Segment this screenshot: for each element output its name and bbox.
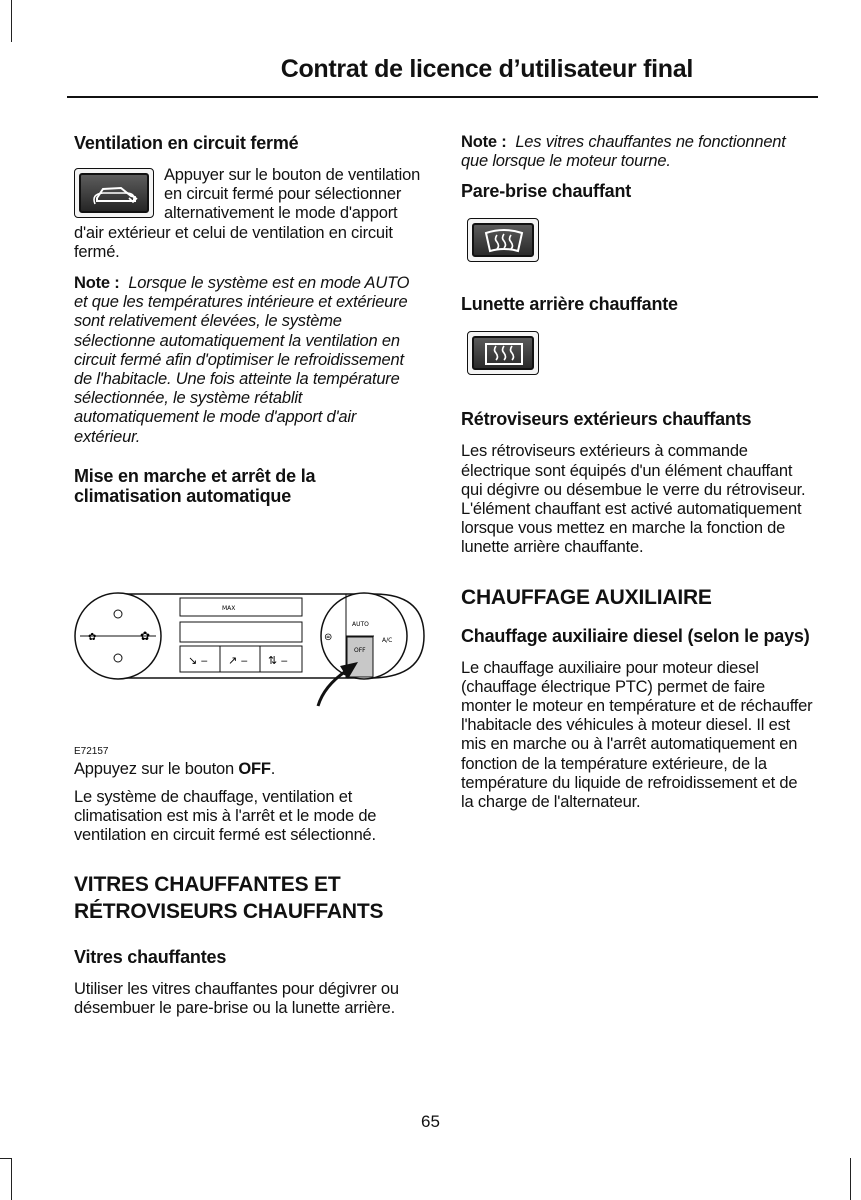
crop-mark-bottom-left — [11, 1158, 12, 1200]
auxiliary-heating-text: Le chauffage auxiliaire pour moteur diesel (chauffage électrique PTC) permet de faire monter le moteur en température et de réchauffer l'habitacle des véhicules à moteur diesel. Il est mis en marche ou à l'arrêt automatiquement en fonction de la température extérieure, de la température du liquide de refroidissement et de la charge de l'alternateur. — [461, 658, 813, 812]
right-column — [461, 130, 813, 812]
off-button-label: OFF — [238, 759, 271, 778]
svg-text:↗ ‒: ↗ ‒ — [228, 653, 248, 667]
auto-label: AUTO — [352, 620, 369, 628]
crop-mark-bottom-left-h — [0, 1158, 12, 1159]
heading-heated-windows: Vitres chauffantes — [74, 946, 227, 967]
page-number: 65 — [421, 1112, 440, 1131]
note-label: Note : — [74, 274, 120, 293]
climate-control-panel-illustration — [74, 576, 426, 746]
svg-text:✿: ✿ — [88, 631, 97, 643]
note-text: Lorsque le système est en mode AUTO et que les températures intérieure et extérieure sont relativement élevées, le système sélectionne automatiquement la ventilation en circuit fermé afin d'optimiser le refroidissement de l'habitacle. Une fois atteinte la température sélectionnée, le système rétablit automatiquement le mode d'apport d'air extérieur. — [74, 274, 410, 446]
figure-caption: E72157 — [74, 745, 109, 757]
svg-text:⊜: ⊜ — [324, 631, 333, 643]
note2-text: Les vitres chauffantes ne fonctionnent que lorsque le moteur tourne. — [461, 133, 786, 171]
left-column — [74, 130, 426, 1018]
heading-heated-windows-mirrors: VITRES CHAUFFANTES ET RÉTROVISEURS CHAUFFANTS — [74, 872, 384, 923]
heading-recirculation: Ventilation en circuit fermé — [74, 133, 299, 153]
recirculation-text: Appuyer sur le bouton de ventilation en circuit fermé pour sélectionner alternativement le mode d'apport d'air extérieur et celui de ventilation en circuit fermé. — [74, 166, 421, 261]
recirculation-icon — [75, 169, 155, 219]
press-post: . — [270, 759, 276, 778]
heated-mirrors-text: Les rétroviseurs extérieurs à commande électrique sont équipés d'un élément chauffant qui dégivre ou désembue le verre du rétroviseur. L'élément chauffant est activé automatiquement lorsque vous mettez en marche la fonction de lunette arrière chauffante. — [461, 442, 806, 557]
press-pre: Appuyez sur le bouton — [74, 759, 239, 778]
heading-heated-mirrors: Rétroviseurs extérieurs chauffants — [461, 409, 752, 430]
heading-diesel-auxiliary-heating: Chauffage auxiliaire diesel (selon le pays) — [461, 625, 810, 646]
svg-text:✿: ✿ — [140, 628, 151, 643]
climate-off-text: Le système de chauffage, ventilation et climatisation est mis à l'arrêt et le mode de ventilation en circuit fermé est sélectionné. — [74, 788, 377, 845]
crop-mark-top-left — [11, 0, 12, 42]
note-auto — [74, 274, 426, 447]
heading-auxiliary-heating: CHAUFFAGE AUXILIAIRE — [461, 585, 712, 609]
recirculation-block — [74, 166, 426, 262]
rear-window-button-illustration — [467, 331, 539, 375]
header-rule — [67, 96, 818, 98]
svg-text:↘ ‒: ↘ ‒ — [188, 653, 208, 667]
heading-heated-windscreen: Pare-brise chauffant — [461, 181, 632, 202]
crop-mark-bottom-right — [850, 1158, 851, 1200]
recirculation-button-illustration — [74, 168, 154, 218]
heated-windows-text: Utiliser les vitres chauffantes pour dégivrer ou désembuer le pare-brise ou la lunette arrière. — [74, 979, 399, 1017]
climate-panel-figure — [74, 576, 426, 766]
svg-text:⇅ ‒: ⇅ ‒ — [268, 653, 288, 667]
heading-climate-on-off: Mise en marche et arrêt de la climatisation automatique — [74, 465, 316, 506]
page-title: Contrat de licence d’utilisateur final — [280, 55, 693, 83]
off-label: OFF — [354, 646, 366, 654]
note2-label: Note : — [461, 133, 507, 151]
windscreen-defrost-icon — [468, 219, 540, 263]
note-engine — [461, 133, 813, 171]
rear-window-defrost-icon — [468, 332, 540, 376]
ac-label: A/C — [382, 636, 393, 644]
heading-heated-rear-window: Lunette arrière chauffante — [461, 294, 678, 315]
windscreen-button-illustration — [467, 218, 539, 262]
max-label: MAX — [222, 604, 236, 612]
